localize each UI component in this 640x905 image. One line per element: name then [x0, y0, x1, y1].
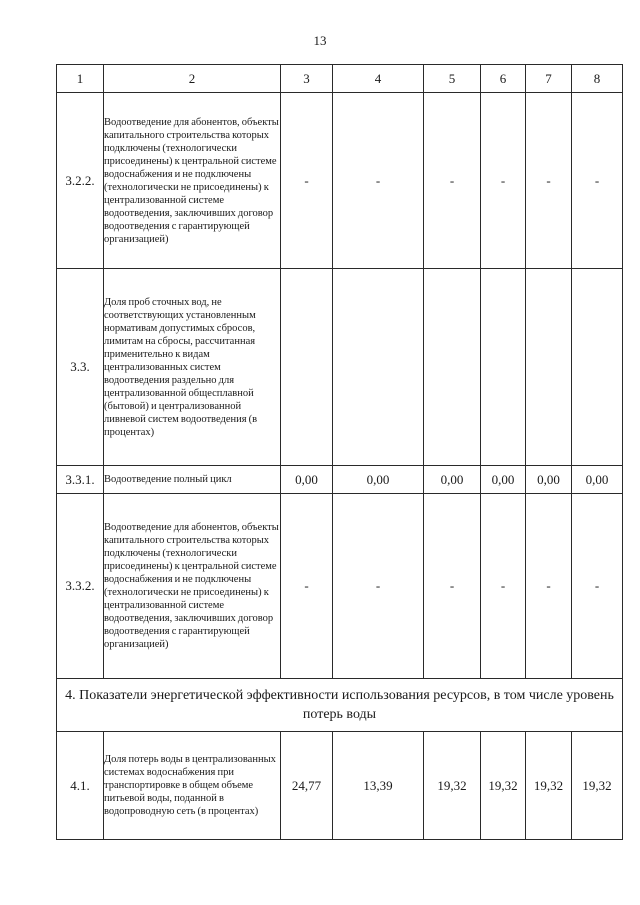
section-title: 4. Показатели энергетической эффективности использования ресурсов, в том числе уровень потерь воды	[57, 679, 623, 732]
header-cell: 6	[481, 65, 526, 93]
value-cell: -	[333, 494, 424, 679]
table-row-3-3-1	[57, 466, 623, 494]
value-cell	[424, 269, 481, 466]
row-description: Доля проб сточных вод, не соответствующих установленным нормативам допустимых сбросов, лимитам на сбросы, рассчитанная применительно к видам централизованных систем водоотведения раздельно для централизованной общесплавной (бытовой) и централизованной ливневой систем водоотведения (в процентах)	[104, 269, 281, 466]
row-number: 3.3.1.	[57, 466, 104, 494]
value-cell: -	[572, 93, 623, 269]
value-cell: 19,32	[572, 732, 623, 840]
value-cell	[526, 269, 572, 466]
value-cell: 0,00	[526, 466, 572, 494]
table-row-3-2-2	[57, 93, 623, 269]
section-row	[57, 679, 623, 732]
header-cell: 8	[572, 65, 623, 93]
table-header-row	[57, 65, 623, 93]
row-number: 4.1.	[57, 732, 104, 840]
value-cell: 0,00	[481, 466, 526, 494]
row-description: Водоотведение полный цикл	[104, 466, 281, 494]
table-row-3-3	[57, 269, 623, 466]
row-description: Водоотведение для абонентов, объекты капитального строительства которых подключены (технологически присоединены) к центральной системе водоснабжения и не подключены (технологически не присоединены) к централизованной системе водоотведения, заключивших договор водоотведения с гарантирующей организацией)	[104, 93, 281, 269]
row-number: 3.3.2.	[57, 494, 104, 679]
row-description: Водоотведение для абонентов, объекты капитального строительства которых подключены (технологически присоединены) к центральной системе водоснабжения и не подключены (технологически не присоединены) к централизованной системе водоотведения, заключивших договор водоотведения с гарантирующей организацией)	[104, 494, 281, 679]
value-cell: -	[281, 93, 333, 269]
indicators-table	[56, 64, 623, 840]
header-cell: 2	[104, 65, 281, 93]
row-description: Доля потерь воды в централизованных системах водоснабжения при транспортировке в общем объеме питьевой воды, поданной в водопроводную сеть (в процентах)	[104, 732, 281, 840]
value-cell: 0,00	[333, 466, 424, 494]
header-cell: 7	[526, 65, 572, 93]
value-cell: 19,32	[424, 732, 481, 840]
header-cell: 1	[57, 65, 104, 93]
value-cell: -	[281, 494, 333, 679]
value-cell: 19,32	[526, 732, 572, 840]
header-cell: 3	[281, 65, 333, 93]
value-cell: -	[572, 494, 623, 679]
value-cell: -	[424, 93, 481, 269]
value-cell	[481, 269, 526, 466]
value-cell: 13,39	[333, 732, 424, 840]
row-number: 3.2.2.	[57, 93, 104, 269]
table-row-4-1	[57, 732, 623, 840]
page-number: 13	[313, 33, 327, 48]
value-cell: 0,00	[281, 466, 333, 494]
value-cell: -	[481, 494, 526, 679]
value-cell: -	[526, 494, 572, 679]
value-cell: -	[333, 93, 424, 269]
row-number: 3.3.	[57, 269, 104, 466]
value-cell: 24,77	[281, 732, 333, 840]
value-cell	[572, 269, 623, 466]
value-cell: -	[424, 494, 481, 679]
value-cell: 0,00	[572, 466, 623, 494]
value-cell	[281, 269, 333, 466]
table-row-3-3-2	[57, 494, 623, 679]
value-cell: 0,00	[424, 466, 481, 494]
value-cell: -	[481, 93, 526, 269]
value-cell: 19,32	[481, 732, 526, 840]
value-cell	[333, 269, 424, 466]
header-cell: 4	[333, 65, 424, 93]
header-cell: 5	[424, 65, 481, 93]
value-cell: -	[526, 93, 572, 269]
